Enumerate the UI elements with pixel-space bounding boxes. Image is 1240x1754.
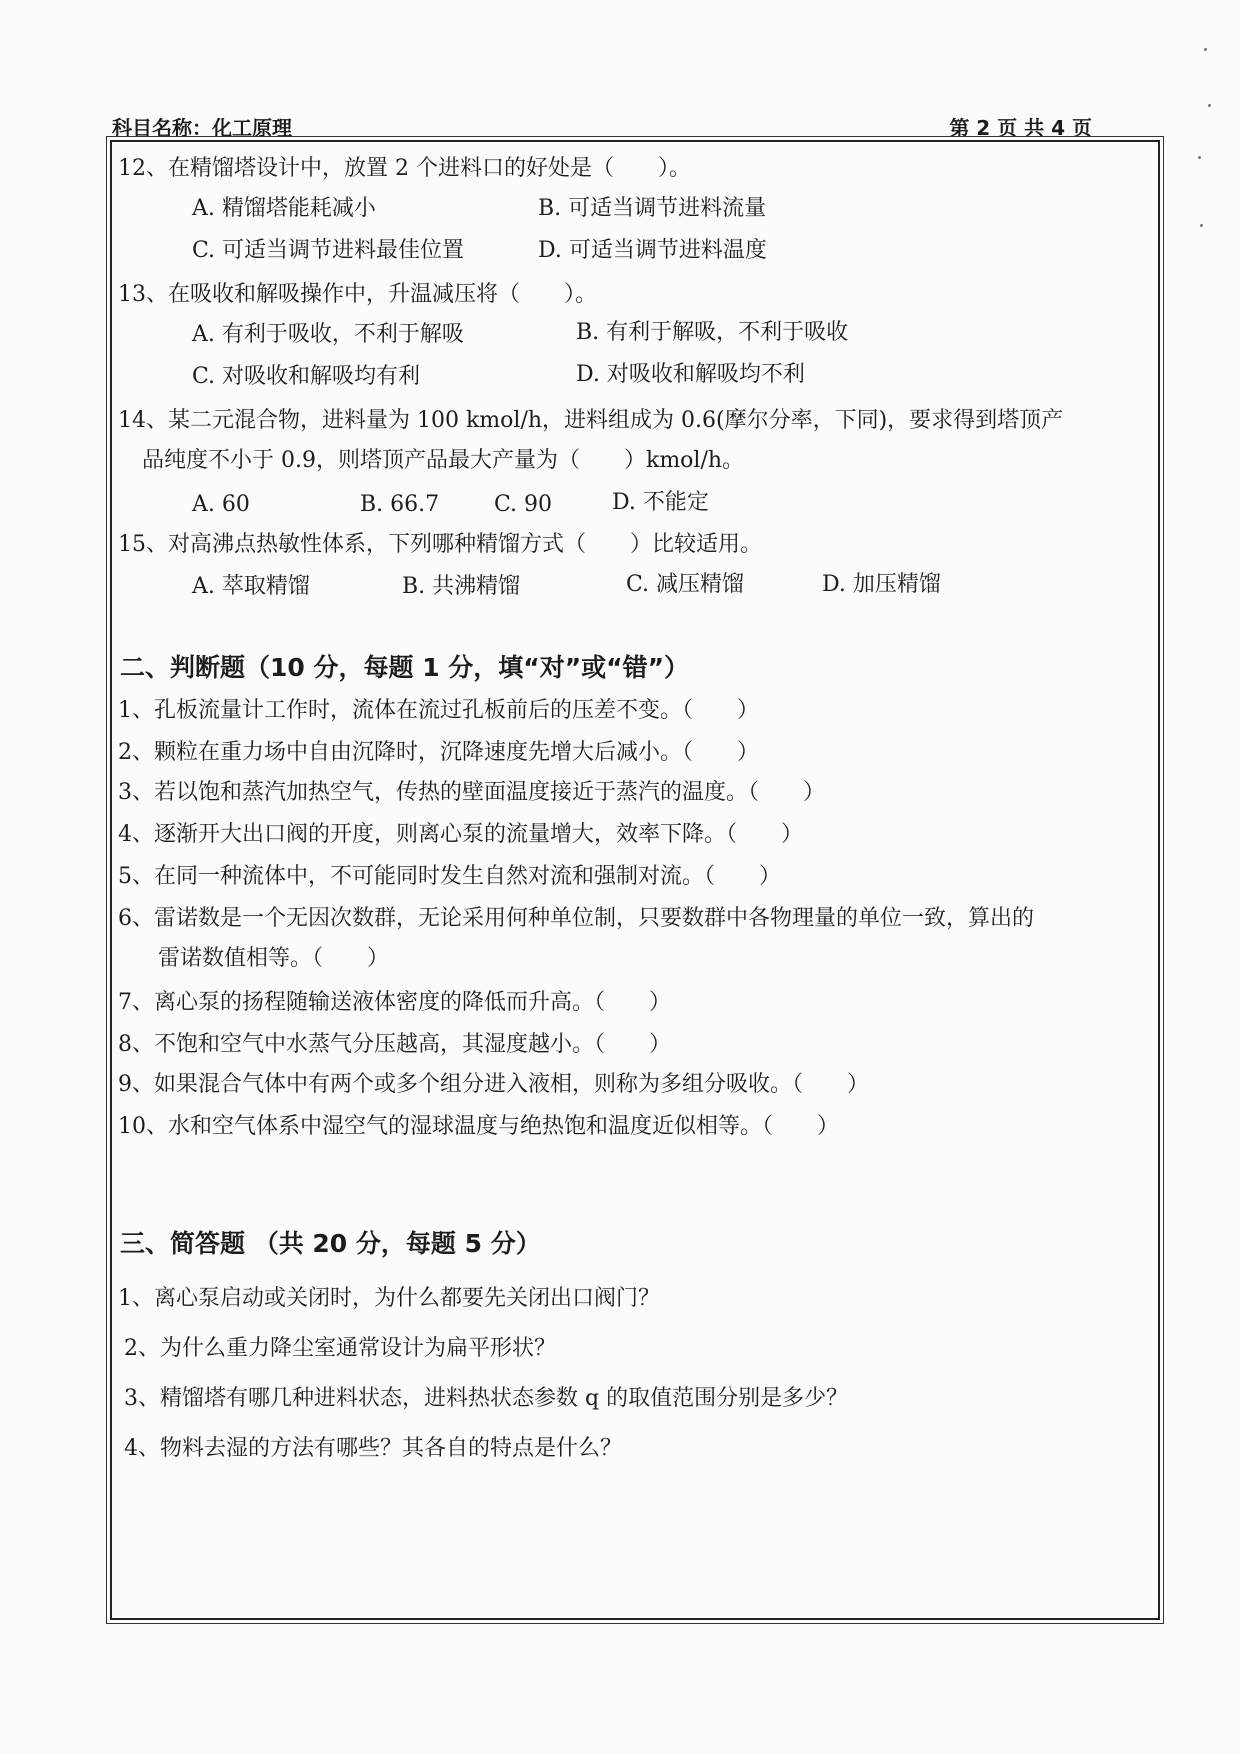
judge-item-10: 10、水和空气体系中湿空气的湿球温度与绝热饱和温度近似相等。（ ） (118, 1114, 839, 1139)
question-14-stem: 14、某二元混合物，进料量为 100 kmol/h，进料组成为 0.6(摩尔分率，下同)，要求得到塔顶产 (118, 408, 1064, 433)
question-15-option-b: B. 共沸精馏 (402, 574, 521, 599)
question-12-stem: 12、在精馏塔设计中，放置 2 个进料口的好处是（ ）。 (118, 156, 691, 181)
question-12-option-d: D. 可适当调节进料温度 (538, 238, 767, 263)
scan-speck (1204, 48, 1207, 51)
question-14-stem-continued: 品纯度不小于 0.9，则塔顶产品最大产量为（ ）kmol/h。 (142, 448, 745, 473)
question-14-option-b: B. 66.7 (360, 492, 440, 517)
question-14-option-a: A. 60 (192, 492, 250, 517)
question-13-option-c: C. 对吸收和解吸均有利 (192, 364, 421, 389)
question-14-option-c: C. 90 (494, 492, 553, 517)
short-answer-item-2: 2、为什么重力降尘室通常设计为扁平形状？ (124, 1336, 556, 1361)
short-answer-item-3: 3、精馏塔有哪几种进料状态，进料热状态参数 q 的取值范围分别是多少？ (124, 1386, 849, 1411)
short-answer-item-4: 4、物料去湿的方法有哪些？其各自的特点是什么？ (124, 1436, 622, 1461)
subject-name: 科目名称：化工原理 (112, 116, 292, 140)
judge-item-5: 5、在同一种流体中，不可能同时发生自然对流和强制对流。（ ） (118, 864, 781, 889)
judge-section-title: 二、判断题（10 分，每题 1 分，填“对”或“错”） (120, 653, 690, 682)
judge-item-1: 1、孔板流量计工作时，流体在流过孔板前后的压差不变。（ ） (118, 698, 759, 723)
question-15-option-c: C. 减压精馏 (626, 572, 745, 597)
question-15-stem: 15、对高沸点热敏性体系，下列哪种精馏方式（ ）比较适用。 (118, 532, 762, 557)
judge-item-8: 8、不饱和空气中水蒸气分压越高，其湿度越小。（ ） (118, 1032, 671, 1057)
scan-speck (1200, 224, 1203, 227)
question-12-option-c: C. 可适当调节进料最佳位置 (192, 238, 465, 263)
scan-speck (1198, 156, 1201, 159)
judge-item-2: 2、颗粒在重力场中自由沉降时，沉降速度先增大后减小。（ ） (118, 740, 759, 765)
scan-speck (1208, 104, 1211, 107)
question-13-option-b: B. 有利于解吸，不利于吸收 (576, 320, 849, 345)
judge-item-3: 3、若以饱和蒸汽加热空气，传热的壁面温度接近于蒸汽的温度。（ ） (118, 780, 825, 805)
question-13-option-a: A. 有利于吸收，不利于解吸 (192, 322, 464, 347)
question-12-option-a: A. 精馏塔能耗减小 (192, 196, 376, 221)
short-answer-item-1: 1、离心泵启动或关闭时，为什么都要先关闭出口阀门？ (118, 1286, 660, 1311)
judge-item-7: 7、离心泵的扬程随输送液体密度的降低而升高。（ ） (118, 990, 671, 1015)
question-13-stem: 13、在吸收和解吸操作中，升温减压将（ ）。 (118, 282, 597, 307)
question-14-option-d: D. 不能定 (612, 490, 709, 515)
judge-item-9: 9、如果混合气体中有两个或多个组分进入液相，则称为多组分吸收。（ ） (118, 1072, 869, 1097)
judge-item-6: 6、雷诺数是一个无因次数群，无论采用何种单位制，只要数群中各物理量的单位一致，算出的 (118, 906, 1035, 931)
question-13-option-d: D. 对吸收和解吸均不利 (576, 362, 805, 387)
judge-item-4: 4、逐渐开大出口阀的开度，则离心泵的流量增大，效率下降。（ ） (118, 822, 803, 847)
judge-item-6-continued: 雷诺数值相等。（ ） (158, 946, 390, 971)
short-answer-section-title: 三、简答题 （共 20 分，每题 5 分） (120, 1229, 541, 1258)
question-15-option-d: D. 加压精馏 (822, 572, 941, 597)
question-12-option-b: B. 可适当调节进料流量 (538, 196, 767, 221)
page-number: 第 2 页 共 4 页 (949, 116, 1092, 140)
question-15-option-a: A. 萃取精馏 (192, 574, 310, 599)
